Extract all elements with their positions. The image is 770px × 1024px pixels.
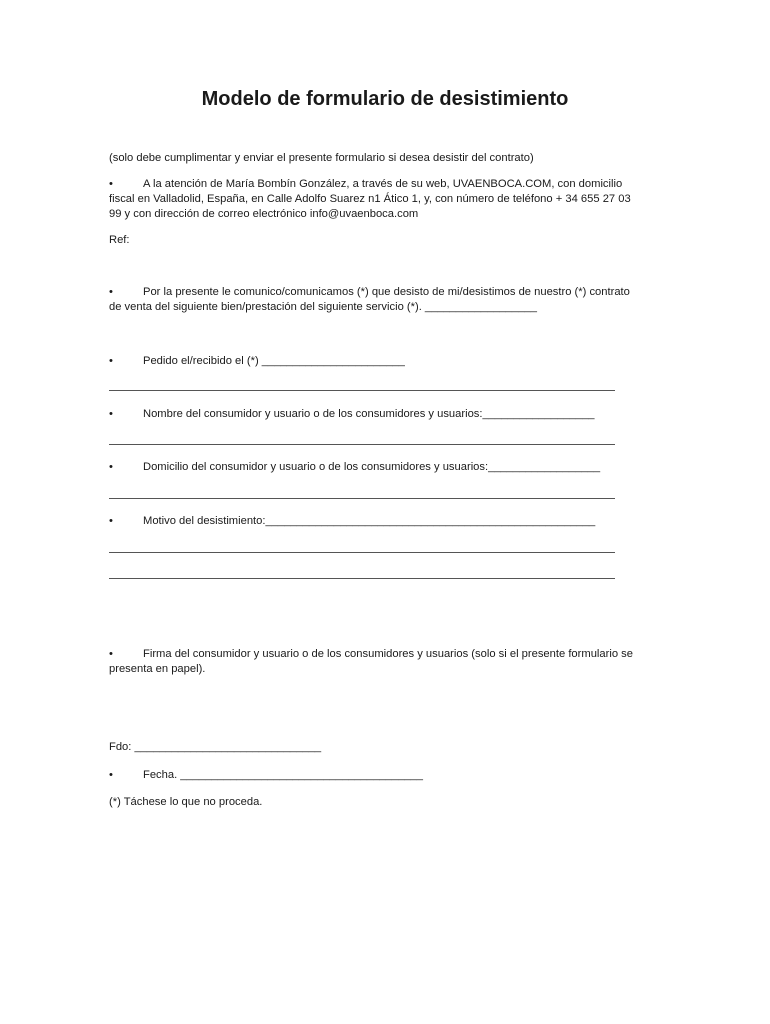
fecha-text: Fecha. _______________________________________ bbox=[143, 769, 423, 781]
domicilio-field bbox=[109, 460, 600, 476]
blank-line bbox=[109, 444, 615, 445]
nombre-text: Nombre del consumidor y usuario o de los consumidores y usuarios:__________________ bbox=[143, 408, 595, 420]
attention-text-1: A la atención de María Bombín González, a través de su web, UVAENBOCA.COM, con domicilio bbox=[143, 178, 623, 190]
blank-line bbox=[109, 498, 615, 499]
fecha-field bbox=[109, 768, 423, 784]
notice-text-1: Por la presente le comunico/comunicamos (*) que desisto de mi/desistimos de nuestro (*) contrato bbox=[143, 286, 630, 298]
bullet-glyph: • bbox=[109, 355, 113, 367]
bullet-glyph: • bbox=[109, 648, 113, 660]
bullet-glyph: • bbox=[109, 515, 113, 527]
nombre-field bbox=[109, 407, 595, 423]
attention-line-3: 99 y con dirección de correo electrónico info@uvaenboca.com bbox=[109, 208, 419, 220]
bullet-glyph: • bbox=[109, 286, 113, 298]
blank-line bbox=[109, 578, 615, 579]
intro-note: (solo debe cumplimentar y enviar el presente formulario si desea desistir del contrato) bbox=[109, 152, 534, 164]
notice-line-2: de venta del siguiente bien/prestación del siguiente servicio (*). __________________ bbox=[109, 301, 537, 313]
ref-label: Ref: bbox=[109, 234, 130, 246]
pedido-field bbox=[109, 354, 405, 370]
bullet-glyph: • bbox=[109, 769, 113, 781]
blank-line bbox=[109, 552, 615, 553]
blank-line bbox=[109, 390, 615, 391]
firma-line-2: presenta en papel). bbox=[109, 663, 206, 675]
motivo-field bbox=[109, 514, 595, 530]
motivo-text: Motivo del desistimiento:_____________________________________________________ bbox=[143, 515, 596, 527]
bullet-glyph: • bbox=[109, 408, 113, 420]
bullet-glyph: • bbox=[109, 178, 113, 190]
attention-line-2: fiscal en Valladolid, España, en Calle Adolfo Suarez n1 Ático 1, y, con número de teléfono + 34 655 27 03 bbox=[109, 193, 631, 205]
page-title: Modelo de formulario de desistimiento bbox=[201, 88, 569, 110]
bullet-glyph: • bbox=[109, 461, 113, 473]
attention-line-1 bbox=[109, 177, 622, 193]
pedido-text: Pedido el/recibido el (*) _______________________ bbox=[143, 355, 405, 367]
firma-text-1: Firma del consumidor y usuario o de los consumidores y usuarios (solo si el presente formulario se bbox=[143, 648, 633, 660]
footnote: (*) Táchese lo que no proceda. bbox=[109, 796, 263, 808]
notice-line-1 bbox=[109, 285, 630, 301]
firma-line-1 bbox=[109, 647, 633, 663]
fdo-field: Fdo: ______________________________ bbox=[109, 741, 322, 753]
domicilio-text: Domicilio del consumidor y usuario o de los consumidores y usuarios:__________________ bbox=[143, 461, 601, 473]
